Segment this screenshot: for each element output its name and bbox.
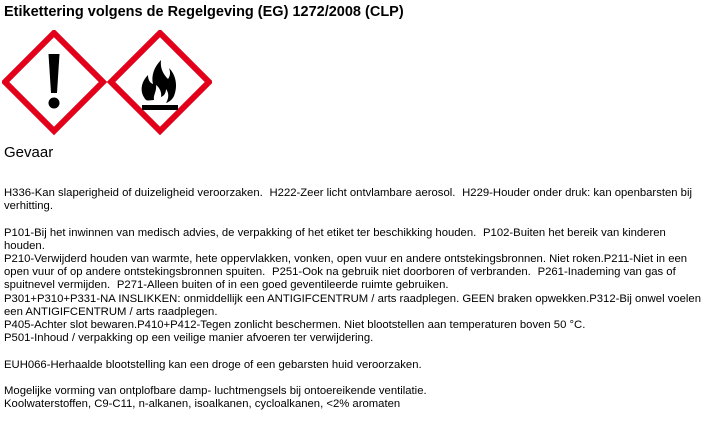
precautionary-statement-p101: P101-Bij het inwinnen van medisch advies, de verpakking of het etiket ter beschikking houden. xyxy=(4,226,477,239)
precautionary-p101-p102 xyxy=(4,227,704,253)
additional-info-ventilation: Mogelijke vorming van ontplofbare damp- luchtmengsels bij ontoereikende ventilatie. xyxy=(4,385,427,397)
label-heading: Etikettering volgens de Regelgeving (EG) 1272/2008 (CLP) xyxy=(4,4,404,20)
precautionary-statement-p410: P410+P412-Tegen zonlicht beschermen. Niet blootstellen aan temperaturen boven 50 °C. xyxy=(137,319,586,332)
precautionary-statement-p102: P102-Buiten het bereik van kinderen houden. xyxy=(4,226,666,252)
precautionary-statement-p211: P211-Niet in een open vuur of op andere ontstekingsbronnen spuiten. xyxy=(4,253,688,279)
precautionary-statement-p251: P251-Ook na gebruik niet doorboren of verbranden. xyxy=(272,266,531,279)
hazard-statements xyxy=(4,187,704,213)
statements-body xyxy=(4,187,704,411)
flame-icon xyxy=(111,33,209,131)
precautionary-statement-p501: P501-Inhoud / verpakking op een veilige manier afvoeren ter verwijdering. xyxy=(4,332,374,345)
precautionary-statement-p210: P210-Verwijderd houden van warmte, hete oppervlakken, vonken, open vuur en andere ontstekingsbronnen. Niet roken. xyxy=(4,253,604,265)
ghs-pictograms xyxy=(2,30,212,146)
additional-info-composition: Koolwaterstoffen, C9-C11, n-alkanen, isoalkanen, cycloalkanen, <2% aromaten xyxy=(4,398,401,411)
precautionary-statement-p271: P271-Alleen buiten of in een goed geventileerde ruimte gebruiken. xyxy=(116,279,449,292)
precautionary-p501 xyxy=(4,332,704,345)
precautionary-p301-p312 xyxy=(4,293,704,319)
hazard-statement-h229: H229-Houder onder druk: kan openbarsten bij verhitting. xyxy=(4,187,692,213)
exclamation-mark-icon xyxy=(5,33,103,131)
hazard-statement-h336: H336-Kan slaperigheid of duizeligheid veroorzaken. xyxy=(4,187,263,199)
precautionary-p210-p271 xyxy=(4,253,704,293)
precautionary-statement-p301: P301+P310+P331-NA INSLIKKEN: onmiddellijk een ANTIGIFCENTRUM / arts raadplegen. GEEN braken opwekken. xyxy=(4,292,590,305)
precautionary-statement-p312: P312-Bij onwel voelen een ANTIGIFCENTRUM / arts raadplegen. xyxy=(4,292,702,318)
supplemental-statement-euh066: EUH066-Herhaalde blootstelling kan een droge of een gebarsten huid veroorzaken. xyxy=(4,358,422,371)
ghs-pictograms-svg xyxy=(2,30,212,146)
precautionary-p405-p410 xyxy=(4,319,704,332)
precautionary-statement-p405: P405-Achter slot bewaren. xyxy=(4,319,138,332)
hazard-statement-h222: H222-Zeer licht ontvlambare aerosol. xyxy=(269,187,456,199)
precautionary-statement-p261: P261-Inademing van gas of spuitnevel vermijden. xyxy=(4,266,676,292)
signal-word: Gevaar xyxy=(4,144,54,161)
